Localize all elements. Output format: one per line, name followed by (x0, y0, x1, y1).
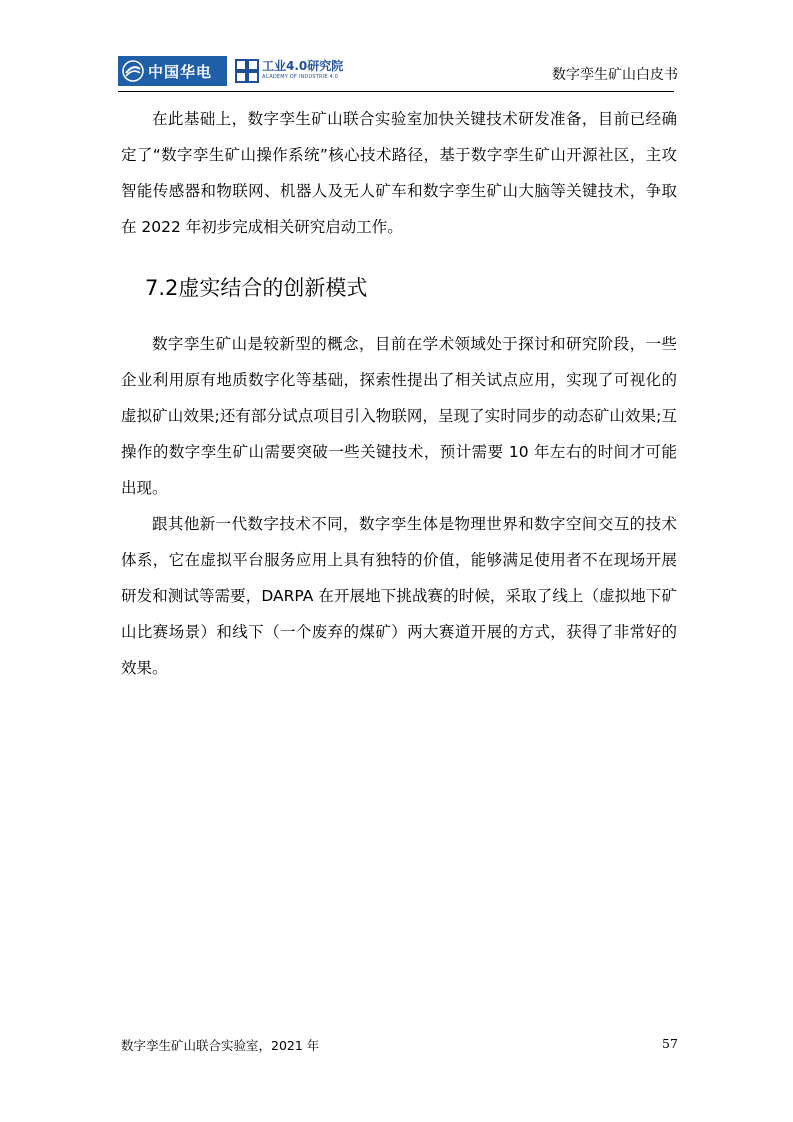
academy-logo-name: 工业4.0研究院 (262, 59, 344, 73)
huadian-logo-text: 中国华电 (148, 62, 213, 81)
page-body (121, 101, 677, 686)
paragraph-2: 数字孪生矿山是较新型的概念，目前在学术领域处于探讨和研究阶段，一些企业利用原有地质数字化等基础，探索性提出了相关试点应用，实现了可视化的虚拟矿山效果;还有部分试点项目引入物联网，呈现了实时同步的动态矿山效果;互操作的数字孪生矿山需要突破一些关键技术，预计需要 10 年左右的时间才可能出现。 (121, 335, 677, 497)
page-number: 57 (662, 1036, 678, 1051)
academy-logo (234, 56, 344, 86)
huadian-logo (118, 56, 227, 86)
paragraph-1: 在此基础上，数字孪生矿山联合实验室加快关键技术研发准备，目前已经确定了“数字孪生矿山操作系统”核心技术路径，基于数字孪生矿山开源社区，主攻智能传感器和物联网、机器人及无人矿车和数字孪生矿山大脑等关键技术，争取在 2022 年初步完成相关研究启动工作。 (121, 110, 677, 236)
page-header (118, 50, 678, 92)
document-title: 数字孪生矿山白皮书 (552, 67, 678, 83)
academy-logo-icon (234, 58, 260, 84)
footer-source: 数字孪生矿山联合实验室，2021 年 (121, 1038, 320, 1053)
huadian-logo-icon (122, 60, 144, 82)
section-heading: 7.2虚实结合的创新模式 (145, 276, 368, 300)
academy-logo-subtitle: ACADEMY OF INDUSTRIE 4.0 (262, 74, 339, 80)
header-divider (118, 91, 674, 92)
paragraph-3: 跟其他新一代数字技术不同，数字孪生体是物理世界和数字空间交互的技术体系，它在虚拟平台服务应用上具有独特的价值，能够满足使用者不在现场开展研发和测试等需要，DARPA 在开展地下挑战赛的时候，采取了线上（虚拟地下矿山比赛场景）和线下（一个废弃的煤矿）两大赛道开展的方式，获得了非常好的效果。 (121, 515, 677, 677)
